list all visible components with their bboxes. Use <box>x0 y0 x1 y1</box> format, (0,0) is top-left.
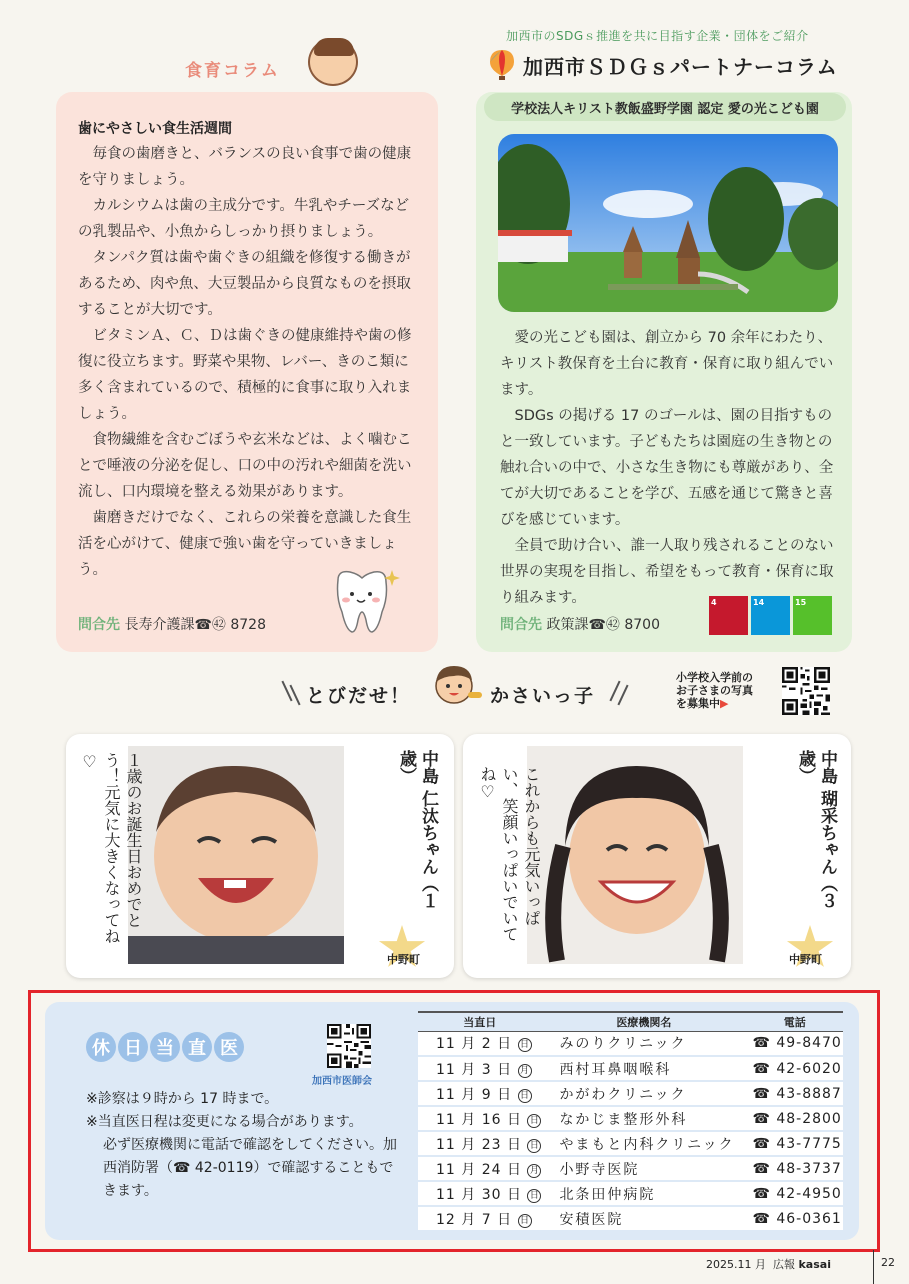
duty-date: 11 月 16 日 日 <box>418 1106 541 1131</box>
clinic-name: 小野寺医院 <box>541 1156 746 1181</box>
page-number: 22 <box>881 1256 895 1269</box>
weekday-badge: 月 <box>518 1064 532 1078</box>
weekday-badge: 日 <box>518 1089 532 1103</box>
school-playground-photo <box>498 134 838 312</box>
clinic-name: やまもと内科クリニック <box>541 1131 746 1156</box>
doctor-hours-note: ※診察は９時から 17 時まで。 <box>86 1091 279 1107</box>
doctor-association-label: 加西市医師会 <box>312 1076 372 1087</box>
doctor-assoc-qr-code[interactable] <box>327 1024 371 1068</box>
column-header: 当直日 <box>418 1012 541 1031</box>
kid-photo <box>527 746 743 964</box>
sdgs-paragraph: 愛の光こども園は、創立から 70 余年にわたり、キリスト教保育を土台に教育・保育に取り組んでいます。 <box>500 330 834 398</box>
contact-text: 長寿介護課☎㊷ 8728 <box>124 617 266 633</box>
sdgs-column-body <box>500 325 840 611</box>
footer-issue: 2025.11 月 広報 kasai <box>706 1258 831 1271</box>
weekday-badge: 日 <box>527 1114 541 1128</box>
kid-town: 中野町 <box>387 953 420 966</box>
doctor-confirm-note: 必ず医療機関に電話で確認をしてください。加西消防署（☎ 42-0119）で確認することもできます。 <box>103 1137 397 1199</box>
duty-date: 11 月 23 日 日 <box>418 1131 541 1156</box>
decorative-line <box>609 681 620 702</box>
contact-text: 政策課☎㊷ 8700 <box>546 617 660 633</box>
kid-name: 中島 仁汰ちゃん（１歳） <box>396 750 438 909</box>
page-divider <box>873 1250 874 1284</box>
tooth-icon <box>328 568 400 638</box>
clinic-name: 北条田仲病院 <box>541 1181 746 1206</box>
clinic-phone: ☎ 42-6020 <box>746 1056 843 1081</box>
food-paragraph: 歯磨きだけでなく、これらの栄養を意識した食生活を心がけて、健康で強い歯を守っていきましょう。 <box>78 510 412 578</box>
duty-date: 12 月 7 日 日 <box>418 1206 541 1231</box>
table-row <box>418 1081 843 1106</box>
sdgs-paragraph: 全員で助け合い、誰一人取り残されることのない世界の実現を目指し、希望をもって教育・保育に取り組みます。 <box>500 538 834 606</box>
title-char: 日 <box>118 1032 148 1062</box>
duty-schedule-table <box>418 1011 843 1232</box>
clinic-name: 西村耳鼻咽喉科 <box>541 1056 746 1081</box>
kid-photo <box>128 746 344 964</box>
kids-title-right: かさいっ子 <box>490 685 596 707</box>
recruit-qr-code[interactable] <box>782 667 830 715</box>
clinic-phone: ☎ 43-7775 <box>746 1131 843 1156</box>
table-row <box>418 1131 843 1156</box>
column-header: 電話 <box>746 1012 843 1031</box>
title-char: 休 <box>86 1032 116 1062</box>
kid-name: 中島 瑚采ちゃん（３歳） <box>795 750 837 909</box>
sdgs-paragraph: SDGs の掲げる 17 のゴールは、園の目指すものと一致しています。子どもたちは園庭の生き物との触れ合いの中で、小さな生き物にも尊厳があり、全てが大切であることを学び、五感を通じて驚きと喜びを感じています。 <box>500 408 834 528</box>
sdg-goal-15-badge: 15 <box>793 596 832 635</box>
food-paragraph: タンパク質は歯や歯ぐきの組織を修復する働きがあるため、肉や魚、大豆製品から良質なものを摂取することが大切です。 <box>78 250 411 318</box>
weekday-badge: 日 <box>518 1214 532 1228</box>
table-row <box>418 1206 843 1231</box>
table-row <box>418 1031 843 1056</box>
contact-label: 問合先 <box>500 617 542 633</box>
table-row <box>418 1106 843 1131</box>
clinic-phone: ☎ 49-8470 <box>746 1031 843 1056</box>
title-char: 医 <box>214 1032 244 1062</box>
weekday-badge: 日 <box>527 1189 541 1203</box>
contact-label: 問合先 <box>78 617 120 633</box>
table-row <box>418 1156 843 1181</box>
clinic-phone: ☎ 46-0361 <box>746 1206 843 1231</box>
photo-recruit-notice: 小学校入学前の お子さまの写真 を募集中▶ <box>676 671 753 710</box>
decorative-line <box>289 685 300 706</box>
food-paragraph: カルシウムは歯の主成分です。牛乳やチーズなどの乳製品や、小魚からしっかり摂りましょう。 <box>78 198 410 240</box>
duty-date: 11 月 30 日 日 <box>418 1181 541 1206</box>
doctor-change-note: ※当直医日程は変更になる場合があります。 <box>86 1114 363 1130</box>
clinic-phone: ☎ 42-4950 <box>746 1181 843 1206</box>
clinic-name: 安積医院 <box>541 1206 746 1231</box>
kid-message: １歳のお誕生日おめでとう！元気に大きくなってね♡ <box>80 752 143 944</box>
sdg-goal-4-badge: 4 <box>709 596 748 635</box>
sdg-goal-14-badge: 14 <box>751 596 790 635</box>
kid-town: 中野町 <box>789 953 822 966</box>
sdgs-column-title: 加西市ＳＤＧｓパートナーコラム <box>523 55 838 79</box>
duty-date: 11 月 3 日 月 <box>418 1056 541 1081</box>
duty-date: 11 月 24 日 月 <box>418 1156 541 1181</box>
clinic-phone: ☎ 48-3737 <box>746 1156 843 1181</box>
decorative-line <box>617 685 628 706</box>
kid-message: これからも元気いっぱい、笑顔いっぱいでいてね♡ <box>478 766 541 942</box>
food-paragraph: 毎食の歯磨きと、バランスの良い食事で歯の健康を守りましょう。 <box>78 146 412 188</box>
kids-title-left: とびだせ！ <box>306 685 412 707</box>
weekday-badge: 日 <box>518 1038 532 1052</box>
sdgs-subtitle: 加西市のSDGｓ推進を共に目指す企業・団体をご紹介 <box>506 29 809 43</box>
food-column-body <box>78 141 418 583</box>
weekday-badge: 日 <box>527 1139 541 1153</box>
table-row <box>418 1181 843 1206</box>
duty-date: 11 月 2 日 日 <box>418 1031 541 1056</box>
clinic-phone: ☎ 43-8887 <box>746 1081 843 1106</box>
clinic-name: かがわクリニック <box>541 1081 746 1106</box>
clinic-name: みのりクリニック <box>541 1031 746 1056</box>
title-char: 当 <box>150 1032 180 1062</box>
kid-mascot-icon <box>428 662 484 708</box>
food-paragraph: 食物繊維を含むごぼうや玄米などは、よく噛むことで唾液の分泌を促し、口の中の汚れや細菌を洗い流し、口内環境を整える効果があります。 <box>78 432 412 500</box>
table-row <box>418 1056 843 1081</box>
clinic-phone: ☎ 48-2800 <box>746 1106 843 1131</box>
column-header: 医療機関名 <box>541 1012 746 1031</box>
duty-date: 11 月 9 日 日 <box>418 1081 541 1106</box>
chef-mascot-icon <box>308 38 358 86</box>
sdgs-contact <box>500 614 660 634</box>
weekday-badge: 月 <box>527 1164 541 1178</box>
food-column-heading: 歯にやさしい食生活週間 <box>78 121 232 137</box>
table-header-row <box>418 1012 843 1031</box>
food-column-title: 食育コラム <box>185 61 280 81</box>
title-char: 直 <box>182 1032 212 1062</box>
organization-name: 学校法人キリスト教飯盛野学園 認定 愛の光こども園 <box>484 93 846 121</box>
balloon-icon <box>487 48 517 80</box>
food-contact <box>78 614 266 634</box>
food-paragraph: ビタミンＡ、Ｃ、Ｄは歯ぐきの健康維持や歯の修復に役立ちます。野菜や果物、レバー、きのこ類に多く含まれているので、積極的に食事に取り入れましょう。 <box>78 328 412 422</box>
clinic-name: なかじま整形外科 <box>541 1106 746 1131</box>
